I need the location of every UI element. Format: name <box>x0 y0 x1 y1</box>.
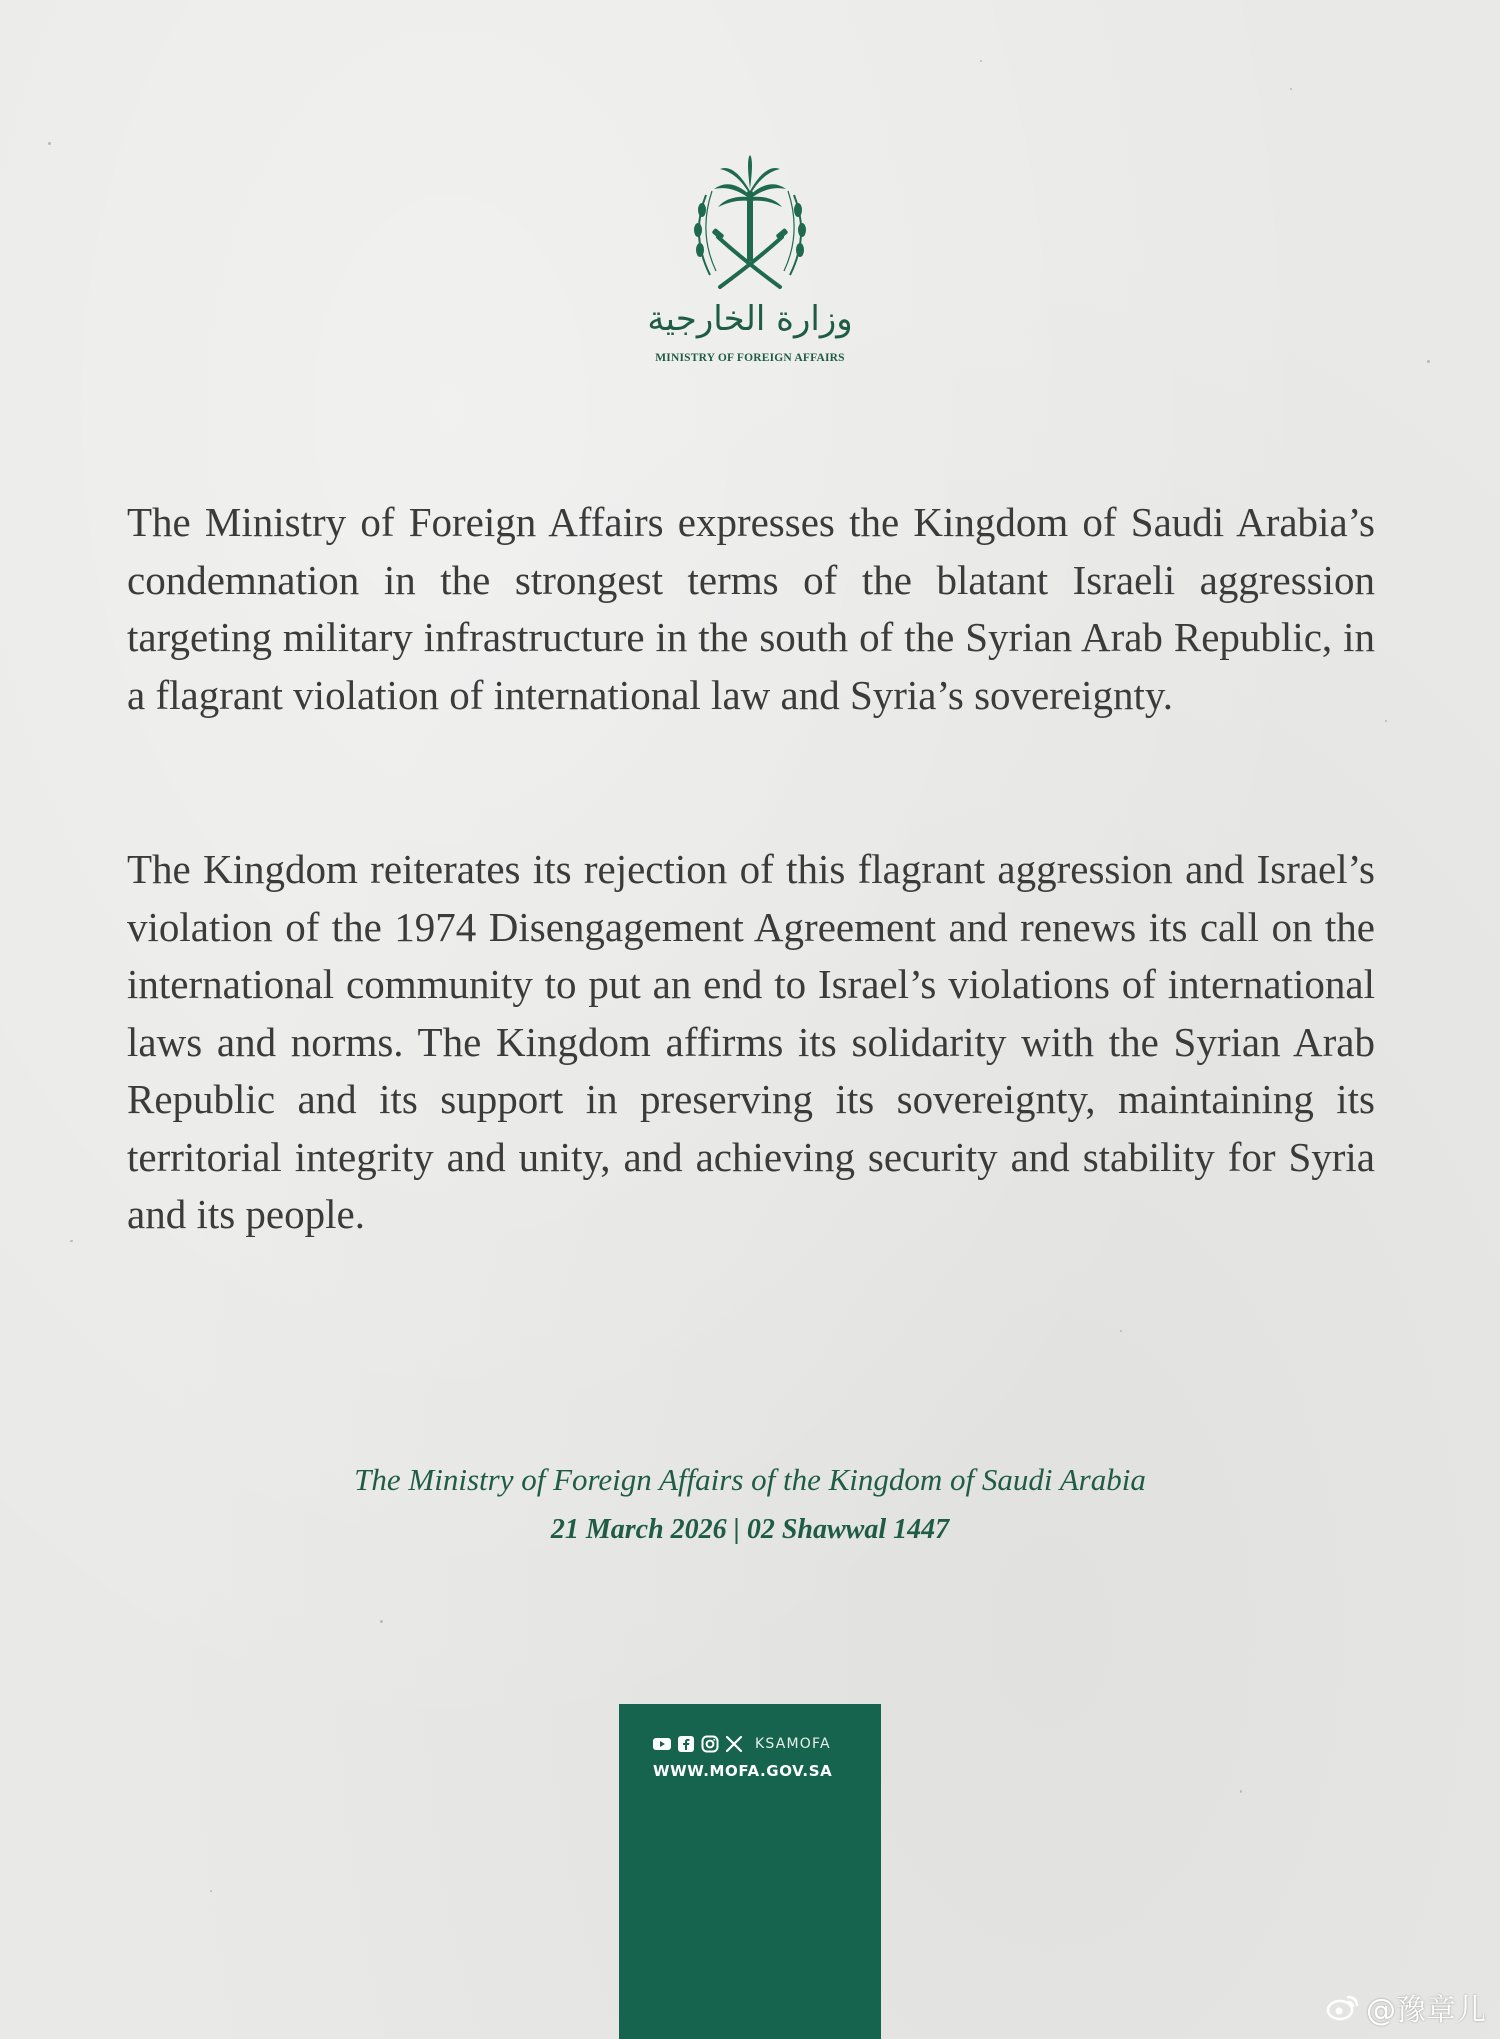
saudi-emblem-icon <box>682 155 818 315</box>
signature-organization: The Ministry of Foreign Affairs of the Kingdom of Saudi Arabia <box>354 1462 1146 1497</box>
footer-green-bar <box>619 1704 881 2039</box>
instagram-icon[interactable] <box>701 1735 719 1753</box>
ministry-arabic-calligraphy <box>600 292 900 340</box>
statement-paragraph-2: The Kingdom reiterates its rejection of this flagrant aggression and Israel’s violation of the 1974 Disengagement Agreement and renews its call on the international community to put an end to Israel’s violations of international laws and norms. The Kingdom affirms its solidarity with the Syrian Arab Republic and its support in preserving its sovereignty, maintaining its territorial integrity and unity, and achieving security and stability for Syria and its people. <box>127 846 1375 1237</box>
weibo-watermark <box>1326 1985 1486 2029</box>
svg-text:وزارة الخارجية: وزارة الخارجية <box>647 299 853 339</box>
social-handle[interactable]: KSAMOFA <box>755 1736 831 1752</box>
watermark-text: @豫章儿 <box>1366 1993 1486 2028</box>
statement-paragraph-1: The Ministry of Foreign Affairs expresses the Kingdom of Saudi Arabia’s condemnation in the strongest terms of the blatant Israeli aggression targeting military infrastructure in the south of the Syrian Arab Republic, in a flagrant violation of international law and Syria’s sovereignty. <box>127 499 1375 718</box>
website-link[interactable]: WWW.MOFA.GOV.SA <box>653 1762 833 1780</box>
weibo-icon <box>1326 1993 1360 2021</box>
facebook-icon[interactable] <box>677 1735 695 1753</box>
x-icon[interactable] <box>725 1735 743 1753</box>
youtube-icon[interactable] <box>653 1735 671 1753</box>
signature-date: 21 March 2026 | 02 Shawwal 1447 <box>550 1514 950 1545</box>
ministry-name-english: MINISTRY OF FOREIGN AFFAIRS <box>655 352 845 364</box>
social-media-row <box>653 1733 831 1755</box>
